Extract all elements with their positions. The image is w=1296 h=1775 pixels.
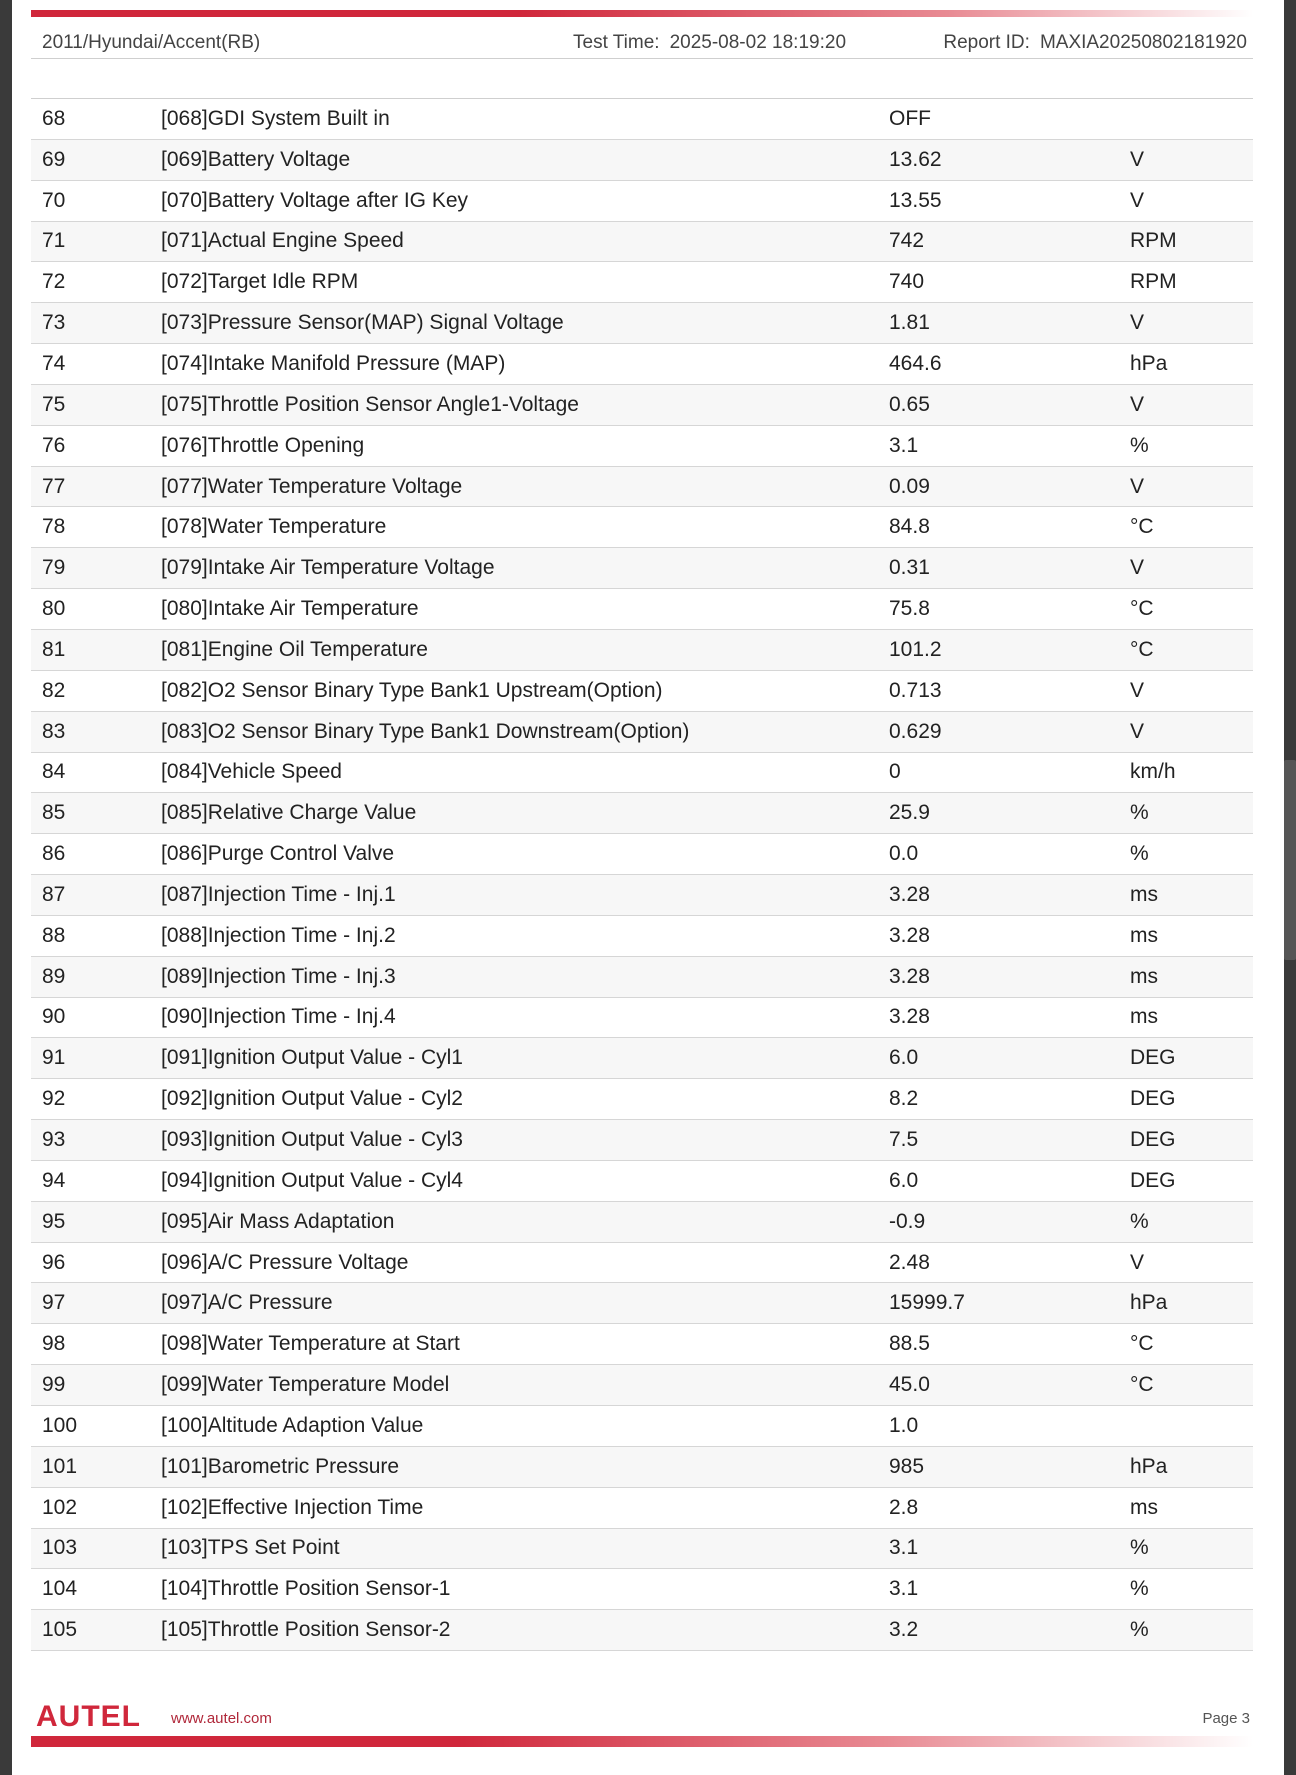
parameter-value: 3.1: [889, 1528, 1130, 1569]
row-number: 68: [31, 99, 161, 140]
parameter-name: [098]Water Temperature at Start: [161, 1324, 889, 1365]
row-number: 81: [31, 629, 161, 670]
parameter-value: 101.2: [889, 629, 1130, 670]
parameter-name: [093]Ignition Output Value - Cyl3: [161, 1120, 889, 1161]
table-row: [31, 793, 1253, 834]
table-row: [31, 875, 1253, 916]
parameter-unit: V: [1130, 711, 1253, 752]
row-number: 95: [31, 1201, 161, 1242]
parameter-unit: hPa: [1130, 1283, 1253, 1324]
autel-logo-text: AUTEL: [36, 1700, 141, 1730]
parameter-name: [075]Throttle Position Sensor Angle1-Voltage: [161, 384, 889, 425]
scrollbar-thumb[interactable]: [1284, 760, 1296, 960]
parameter-unit: DEG: [1130, 1120, 1253, 1161]
parameter-unit: V: [1130, 180, 1253, 221]
parameter-name: [081]Engine Oil Temperature: [161, 629, 889, 670]
autel-logo: [36, 1700, 170, 1730]
table-row: [31, 548, 1253, 589]
row-number: 101: [31, 1446, 161, 1487]
parameter-value: 0.31: [889, 548, 1130, 589]
table-row: [31, 670, 1253, 711]
row-number: 77: [31, 466, 161, 507]
parameter-name: [094]Ignition Output Value - Cyl4: [161, 1160, 889, 1201]
parameter-unit: %: [1130, 1569, 1253, 1610]
row-number: 87: [31, 875, 161, 916]
parameter-unit: V: [1130, 139, 1253, 180]
parameter-unit: [1130, 99, 1253, 140]
parameter-unit: V: [1130, 670, 1253, 711]
parameter-unit: ms: [1130, 956, 1253, 997]
row-number: 71: [31, 221, 161, 262]
parameter-value: 0.09: [889, 466, 1130, 507]
parameter-name: [103]TPS Set Point: [161, 1528, 889, 1569]
parameter-unit: °C: [1130, 1324, 1253, 1365]
parameter-value: 3.2: [889, 1610, 1130, 1651]
parameter-name: [104]Throttle Position Sensor-1: [161, 1569, 889, 1610]
table-row: [31, 1610, 1253, 1651]
table-row: [31, 629, 1253, 670]
table-row: [31, 507, 1253, 548]
parameter-unit: %: [1130, 793, 1253, 834]
table-row: [31, 99, 1253, 140]
row-number: 97: [31, 1283, 161, 1324]
parameter-name: [092]Ignition Output Value - Cyl2: [161, 1079, 889, 1120]
parameter-name: [101]Barometric Pressure: [161, 1446, 889, 1487]
table-row: [31, 180, 1253, 221]
parameter-value: 2.48: [889, 1242, 1130, 1283]
row-number: 88: [31, 915, 161, 956]
table-row: [31, 1406, 1253, 1447]
row-number: 82: [31, 670, 161, 711]
row-number: 96: [31, 1242, 161, 1283]
report-id-value: MAXIA20250802181920: [1039, 32, 1247, 53]
test-time-value: 2025-08-02 18:19:20: [669, 32, 847, 53]
row-number: 79: [31, 548, 161, 589]
parameter-unit: V: [1130, 303, 1253, 344]
row-number: 89: [31, 956, 161, 997]
parameter-value: 742: [889, 221, 1130, 262]
parameter-unit: °C: [1130, 589, 1253, 630]
row-number: 80: [31, 589, 161, 630]
parameter-unit: %: [1130, 1610, 1253, 1651]
row-number: 98: [31, 1324, 161, 1365]
table-row: [31, 1079, 1253, 1120]
parameter-unit: DEG: [1130, 1038, 1253, 1079]
row-number: 72: [31, 262, 161, 303]
parameter-value: 3.28: [889, 997, 1130, 1038]
parameter-value: 0.0: [889, 834, 1130, 875]
parameter-name: [083]O2 Sensor Binary Type Bank1 Downstream(Option): [161, 711, 889, 752]
table-row: [31, 1201, 1253, 1242]
parameter-value: 6.0: [889, 1160, 1130, 1201]
parameter-name: [091]Ignition Output Value - Cyl1: [161, 1038, 889, 1079]
parameter-value: 464.6: [889, 344, 1130, 385]
parameter-unit: hPa: [1130, 344, 1253, 385]
parameter-name: [087]Injection Time - Inj.1: [161, 875, 889, 916]
table-row: [31, 1446, 1253, 1487]
parameter-name: [086]Purge Control Valve: [161, 834, 889, 875]
parameter-unit: hPa: [1130, 1446, 1253, 1487]
table-row: [31, 589, 1253, 630]
bottom-accent-bar: [31, 1736, 1253, 1747]
parameter-unit: °C: [1130, 629, 1253, 670]
table-row: [31, 834, 1253, 875]
row-number: 69: [31, 139, 161, 180]
parameter-value: 6.0: [889, 1038, 1130, 1079]
parameter-name: [089]Injection Time - Inj.3: [161, 956, 889, 997]
parameter-value: 25.9: [889, 793, 1130, 834]
parameter-unit: RPM: [1130, 221, 1253, 262]
row-number: 99: [31, 1365, 161, 1406]
parameter-name: [100]Altitude Adaption Value: [161, 1406, 889, 1447]
table-row: [31, 262, 1253, 303]
row-number: 104: [31, 1569, 161, 1610]
parameter-unit: ms: [1130, 1487, 1253, 1528]
parameter-name: [097]A/C Pressure: [161, 1283, 889, 1324]
row-number: 102: [31, 1487, 161, 1528]
table-row: [31, 344, 1253, 385]
parameter-value: 985: [889, 1446, 1130, 1487]
parameter-value: 8.2: [889, 1079, 1130, 1120]
table-row: [31, 997, 1253, 1038]
row-number: 76: [31, 425, 161, 466]
parameter-name: [088]Injection Time - Inj.2: [161, 915, 889, 956]
table-row: [31, 711, 1253, 752]
parameter-unit: ms: [1130, 997, 1253, 1038]
test-time: [573, 32, 846, 54]
parameter-unit: °C: [1130, 507, 1253, 548]
parameter-name: [105]Throttle Position Sensor-2: [161, 1610, 889, 1651]
parameter-unit: ms: [1130, 875, 1253, 916]
parameter-name: [079]Intake Air Temperature Voltage: [161, 548, 889, 589]
table-row: [31, 1569, 1253, 1610]
parameter-value: 45.0: [889, 1365, 1130, 1406]
table-row: [31, 752, 1253, 793]
row-number: 74: [31, 344, 161, 385]
parameter-unit: V: [1130, 1242, 1253, 1283]
table-row: [31, 221, 1253, 262]
table-row: [31, 303, 1253, 344]
parameter-unit: V: [1130, 384, 1253, 425]
parameter-name: [069]Battery Voltage: [161, 139, 889, 180]
parameter-value: 1.81: [889, 303, 1130, 344]
table-row: [31, 425, 1253, 466]
parameter-name: [071]Actual Engine Speed: [161, 221, 889, 262]
parameter-value: 7.5: [889, 1120, 1130, 1161]
table-row: [31, 466, 1253, 507]
table-row: [31, 1365, 1253, 1406]
parameter-value: OFF: [889, 99, 1130, 140]
parameter-name: [102]Effective Injection Time: [161, 1487, 889, 1528]
parameter-value: 84.8: [889, 507, 1130, 548]
parameter-name: [084]Vehicle Speed: [161, 752, 889, 793]
table-row: [31, 139, 1253, 180]
page-number: Page 3: [1202, 1710, 1250, 1727]
row-number: 90: [31, 997, 161, 1038]
parameter-value: 3.28: [889, 956, 1130, 997]
parameter-name: [080]Intake Air Temperature: [161, 589, 889, 630]
row-number: 70: [31, 180, 161, 221]
parameter-name: [099]Water Temperature Model: [161, 1365, 889, 1406]
row-number: 85: [31, 793, 161, 834]
parameter-value: 13.55: [889, 180, 1130, 221]
parameter-name: [078]Water Temperature: [161, 507, 889, 548]
parameter-unit: km/h: [1130, 752, 1253, 793]
parameter-value: 3.28: [889, 915, 1130, 956]
parameter-unit: °C: [1130, 1365, 1253, 1406]
parameter-value: 75.8: [889, 589, 1130, 630]
parameter-name: [082]O2 Sensor Binary Type Bank1 Upstream(Option): [161, 670, 889, 711]
parameter-name: [085]Relative Charge Value: [161, 793, 889, 834]
live-data-table: [31, 98, 1253, 1651]
parameter-value: 1.0: [889, 1406, 1130, 1447]
parameter-name: [090]Injection Time - Inj.4: [161, 997, 889, 1038]
row-number: 93: [31, 1120, 161, 1161]
parameter-unit: DEG: [1130, 1160, 1253, 1201]
parameter-value: 0.629: [889, 711, 1130, 752]
row-number: 92: [31, 1079, 161, 1120]
parameter-unit: %: [1130, 425, 1253, 466]
report-id-label: Report ID:: [943, 32, 1030, 53]
parameter-unit: %: [1130, 834, 1253, 875]
report-id: [943, 32, 1247, 54]
parameter-value: 0.65: [889, 384, 1130, 425]
parameter-name: [068]GDI System Built in: [161, 99, 889, 140]
row-number: 78: [31, 507, 161, 548]
parameter-value: -0.9: [889, 1201, 1130, 1242]
parameter-unit: %: [1130, 1201, 1253, 1242]
parameter-name: [076]Throttle Opening: [161, 425, 889, 466]
parameter-value: 13.62: [889, 139, 1130, 180]
table-row: [31, 1324, 1253, 1365]
table-row: [31, 1038, 1253, 1079]
parameter-name: [072]Target Idle RPM: [161, 262, 889, 303]
table-row: [31, 1528, 1253, 1569]
row-number: 100: [31, 1406, 161, 1447]
parameter-name: [096]A/C Pressure Voltage: [161, 1242, 889, 1283]
row-number: 91: [31, 1038, 161, 1079]
parameter-unit: ms: [1130, 915, 1253, 956]
table-row: [31, 915, 1253, 956]
parameter-value: 15999.7: [889, 1283, 1130, 1324]
test-time-label: Test Time:: [573, 32, 660, 53]
table-row: [31, 384, 1253, 425]
parameter-value: 3.1: [889, 1569, 1130, 1610]
vehicle-info: 2011/Hyundai/Accent(RB): [42, 32, 261, 53]
row-number: 84: [31, 752, 161, 793]
top-accent-bar: [31, 10, 1253, 17]
table-row: [31, 1120, 1253, 1161]
row-number: 94: [31, 1160, 161, 1201]
parameter-unit: [1130, 1406, 1253, 1447]
parameter-unit: V: [1130, 548, 1253, 589]
parameter-value: 2.8: [889, 1487, 1130, 1528]
parameter-value: 3.28: [889, 875, 1130, 916]
parameter-name: [095]Air Mass Adaptation: [161, 1201, 889, 1242]
parameter-value: 88.5: [889, 1324, 1130, 1365]
row-number: 83: [31, 711, 161, 752]
row-number: 86: [31, 834, 161, 875]
table-row: [31, 1242, 1253, 1283]
parameter-value: 3.1: [889, 425, 1130, 466]
table-row: [31, 956, 1253, 997]
parameter-unit: %: [1130, 1528, 1253, 1569]
footer-url[interactable]: www.autel.com: [171, 1710, 272, 1727]
parameter-name: [073]Pressure Sensor(MAP) Signal Voltage: [161, 303, 889, 344]
parameter-name: [077]Water Temperature Voltage: [161, 466, 889, 507]
parameter-name: [070]Battery Voltage after IG Key: [161, 180, 889, 221]
parameter-value: 740: [889, 262, 1130, 303]
row-number: 103: [31, 1528, 161, 1569]
table-row: [31, 1160, 1253, 1201]
parameter-unit: V: [1130, 466, 1253, 507]
parameter-unit: DEG: [1130, 1079, 1253, 1120]
report-header: [31, 28, 1253, 59]
parameter-value: 0.713: [889, 670, 1130, 711]
parameter-unit: RPM: [1130, 262, 1253, 303]
table-row: [31, 1487, 1253, 1528]
parameter-value: 0: [889, 752, 1130, 793]
row-number: 73: [31, 303, 161, 344]
row-number: 105: [31, 1610, 161, 1651]
row-number: 75: [31, 384, 161, 425]
table-row: [31, 1283, 1253, 1324]
parameter-name: [074]Intake Manifold Pressure (MAP): [161, 344, 889, 385]
